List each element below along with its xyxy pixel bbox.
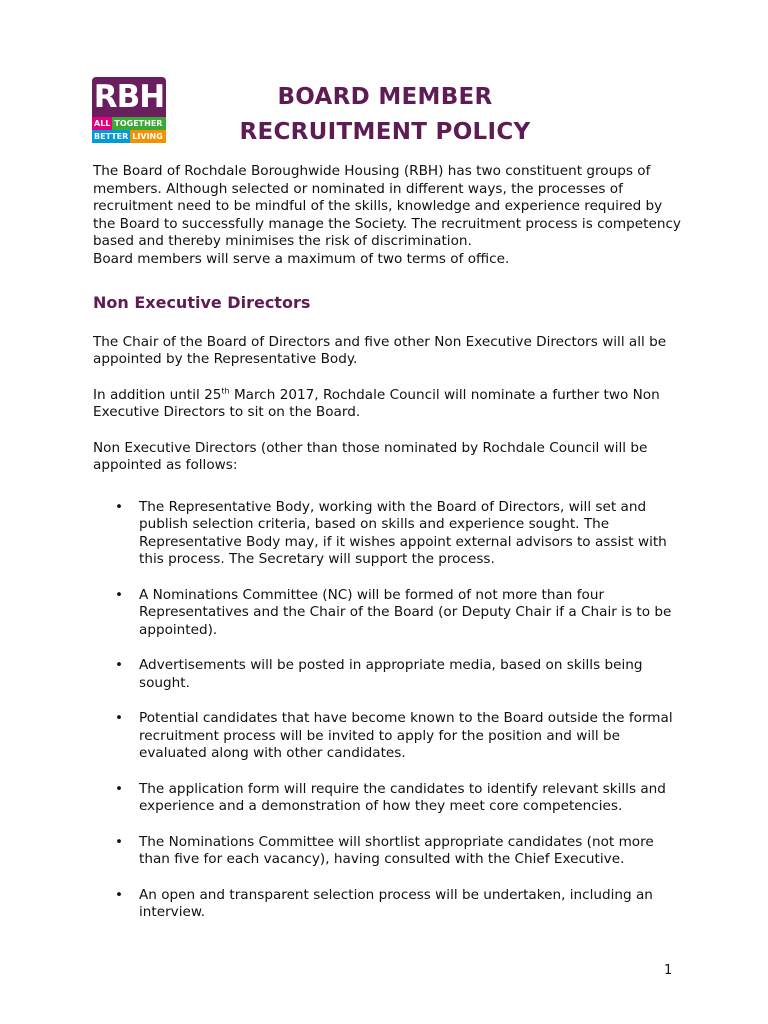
list-item: • Potential candidates that have become known to the Board outside the formal recruitment process will be invited to apply for the position and will be evaluated along with other candidates.: [93, 710, 683, 763]
intro-paragraph: The Board of Rochdale Boroughwide Housing (RBH) has two constituent groups of members. Although selected or nominated in different ways, the processes of recruitment need to be mindful of the skills, knowledge and experience required by the Board to successfully manage the Society. The recruitment process is competency based and thereby minimises the risk of discrimination.: [93, 163, 681, 249]
council-text-after: March 2017, Rochdale Council will nominate a further two Non Executive Directors to sit on the Board.: [93, 386, 660, 420]
logo-word-together: TOGETHER: [112, 117, 166, 130]
appointment-steps-list: [93, 499, 683, 922]
title-line-1: BOARD MEMBER: [277, 84, 493, 110]
list-item: • A Nominations Committee (NC) will be formed of not more than four Representatives and the Chair of the Board (or Deputy Chair if a Chair is to be appointed).: [93, 587, 683, 640]
list-item: • The application form will require the candidates to identify relevant skills and experience and a demonstration of how they meet core competencies.: [93, 781, 683, 816]
list-item: • An open and transparent selection process will be undertaken, including an interview.: [93, 887, 683, 922]
terms-paragraph: Board members will serve a maximum of two terms of office.: [93, 250, 510, 267]
logo-word-all: ALL: [94, 119, 111, 128]
logo-row-1: [92, 117, 166, 130]
section-heading: Non Executive Directors: [93, 293, 311, 312]
document-body: [93, 163, 683, 940]
council-text-before: In addition until 25: [93, 386, 222, 403]
logo-row-2: [92, 130, 166, 143]
logo-word-better: BETTER: [94, 132, 129, 141]
list-item: • Advertisements will be posted in appropriate media, based on skills being sought.: [93, 657, 683, 692]
page-number: 1: [664, 963, 673, 978]
ordinal-suffix: th: [221, 385, 230, 395]
list-item: • The Nominations Committee will shortlist appropriate candidates (not more than five for each vacancy), having consulted with the Chief Executive.: [93, 834, 683, 869]
title-line-2: RECRUITMENT POLICY: [239, 119, 531, 145]
rbh-logo: [92, 77, 166, 143]
council-paragraph: [93, 387, 683, 422]
list-item: • The Representative Body, working with the Board of Directors, will set and publish selection criteria, based on skills and experience sought. The Representative Body may, if it wishes appoint external advisors to assist with this process. The Secretary will support the process.: [93, 499, 683, 569]
appointment-paragraph: Non Executive Directors (other than those nominated by Rochdale Council will be appointed as follows:: [93, 439, 648, 473]
document-title: [200, 80, 570, 150]
logo-brand: RBH: [93, 79, 165, 115]
logo-word-living: LIVING: [130, 130, 166, 143]
chair-paragraph: The Chair of the Board of Directors and five other Non Executive Directors will all be appointed by the Representative Body.: [93, 333, 667, 367]
